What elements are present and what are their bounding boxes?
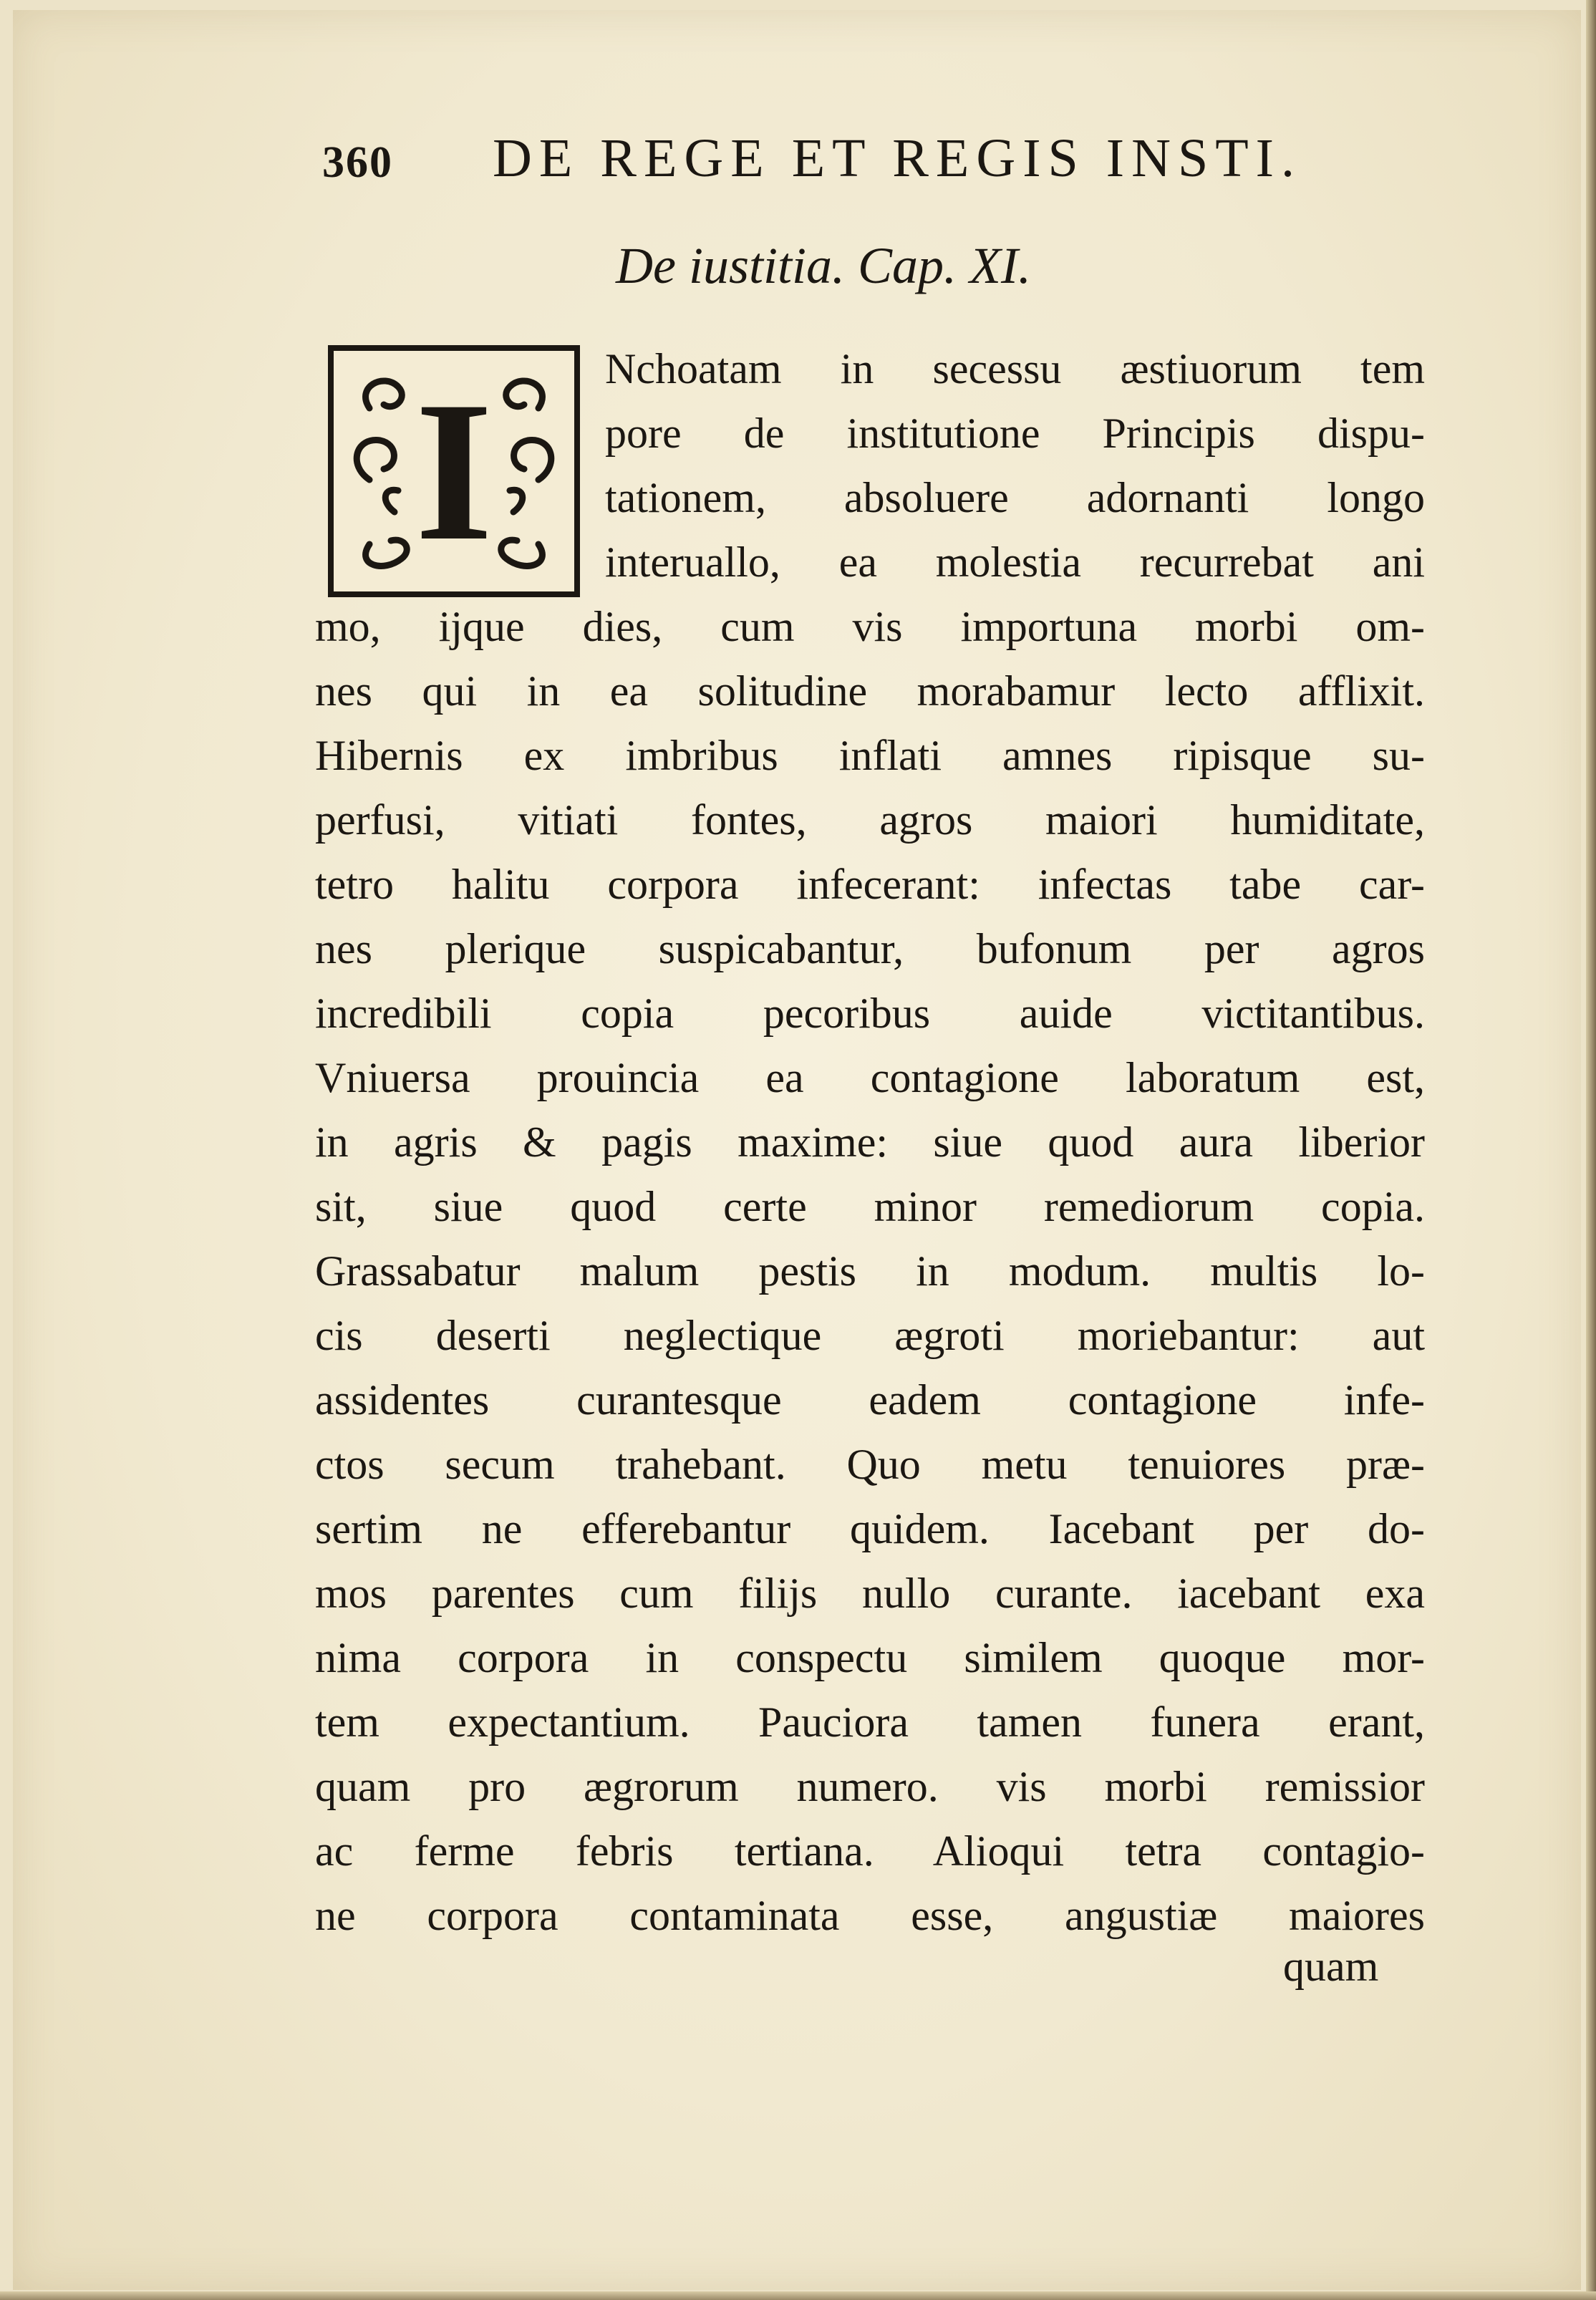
page-number: 360: [322, 138, 393, 187]
text-line: cis deserti neglectique ægroti moriebantur: aut: [315, 1312, 1425, 1359]
text-line: tem expectantium. Pauciora tamen funera erant,: [315, 1699, 1425, 1746]
text-line: nes plerique suspicabantur, bufonum per agros: [315, 925, 1425, 972]
text-line: sertim ne efferebantur quidem. Iacebant per do-: [315, 1505, 1425, 1552]
text-line: pore de institutione Principis dispu-: [605, 410, 1425, 457]
catchword: quam: [1283, 1943, 1379, 1990]
text-line: assidentes curantesque eadem contagione infe-: [315, 1376, 1425, 1424]
text-line: nima corpora in conspectu similem quoque mor-: [315, 1634, 1425, 1681]
page-edge-bottom: [0, 2291, 1596, 2300]
text-line: nes qui in ea solitudine morabamur lecto afflixit.: [315, 667, 1425, 715]
page-edge-right: [1586, 0, 1596, 2300]
drop-cap-letter: I: [415, 359, 493, 582]
text-line: tationem, absoluere adornanti longo: [605, 474, 1425, 521]
chapter-heading: De iustitia. Cap. XI.: [616, 237, 1031, 294]
text-line: Hibernis ex imbribus inflati amnes ripisque su-: [315, 732, 1425, 779]
text-line: perfusi, vitiati fontes, agros maiori humiditate,: [315, 796, 1425, 844]
text-line: ctos secum trahebant. Quo metu tenuiores præ-: [315, 1441, 1425, 1488]
running-title: DE REGE ET REGIS INSTI.: [493, 128, 1302, 188]
text-line: interuallo, ea molestia recurrebat ani: [605, 538, 1425, 586]
text-line: ac ferme febris tertiana. Alioqui tetra contagio-: [315, 1827, 1425, 1875]
text-line: Nchoatam in secessu æstiuorum tem: [605, 345, 1425, 392]
text-line: quam pro ægrorum numero. vis morbi remissior: [315, 1763, 1425, 1810]
text-line: incredibili copia pecoribus auide victitantibus.: [315, 990, 1425, 1037]
text-line: in agris & pagis maxime: siue quod aura liberior: [315, 1118, 1425, 1166]
text-line: Vniuersa prouincia ea contagione laboratum est,: [315, 1054, 1425, 1101]
text-line: tetro halitu corpora infecerant: infectas tabe car-: [315, 861, 1425, 908]
text-line: ne corpora contaminata esse, angustiæ maiores: [315, 1892, 1425, 1939]
text-line: Grassabatur malum pestis in modum. multis lo-: [315, 1247, 1425, 1295]
running-head: [322, 127, 1302, 206]
drop-cap-initial: [328, 345, 580, 597]
text-line: mos parentes cum filijs nullo curante. iacebant exa: [315, 1570, 1425, 1617]
text-line: sit, siue quod certe minor remediorum copia.: [315, 1183, 1425, 1230]
text-line: mo, ijque dies, cum vis importuna morbi om-: [315, 603, 1425, 650]
